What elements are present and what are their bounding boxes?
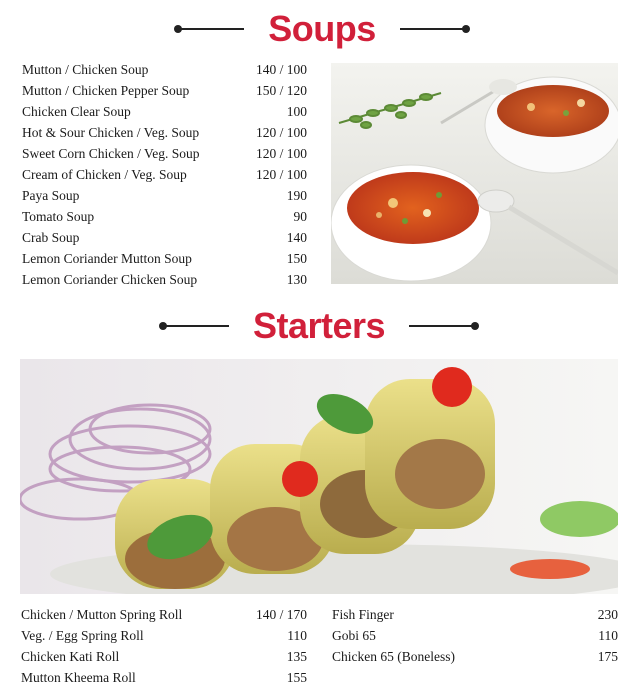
menu-item-price: 130 <box>286 272 307 287</box>
menu-item <box>21 625 307 646</box>
menu-item <box>22 227 307 248</box>
menu-item <box>22 101 307 122</box>
menu-item <box>22 206 307 227</box>
menu-item-price: 190 <box>286 188 307 203</box>
menu-item <box>21 667 307 688</box>
menu-item-price: 155 <box>286 670 307 685</box>
menu-item-price: 90 <box>293 209 307 224</box>
menu-item <box>22 248 307 269</box>
menu-item-price: 230 <box>597 607 618 622</box>
menu-item-name: Lemon Coriander Mutton Soup <box>22 251 192 266</box>
menu-item-price: 140 <box>286 230 307 245</box>
spring-rolls-image <box>20 359 618 594</box>
starters-heading <box>0 305 641 347</box>
menu-item <box>332 604 618 625</box>
menu-item <box>22 164 307 185</box>
menu-item-name: Chicken 65 (Boneless) <box>332 649 455 664</box>
menu-item-price: 140 / 100 <box>255 62 307 77</box>
divider-left <box>161 325 229 327</box>
menu-item-name: Cream of Chicken / Veg. Soup <box>22 167 187 182</box>
menu-item-price: 110 <box>598 628 618 643</box>
menu-item-name: Chicken / Mutton Spring Roll <box>21 607 183 622</box>
menu-item-name: Paya Soup <box>22 188 80 203</box>
menu-item <box>21 604 307 625</box>
menu-item-name: Hot & Sour Chicken / Veg. Soup <box>22 125 200 140</box>
menu-item-name: Mutton / Chicken Soup <box>22 62 149 77</box>
menu-item <box>22 143 307 164</box>
menu-item-name: Chicken Kati Roll <box>21 649 120 664</box>
divider-right <box>400 28 468 30</box>
menu-item-name: Mutton Kheema Roll <box>21 670 136 685</box>
menu-item-name: Tomato Soup <box>22 209 95 224</box>
soups-heading <box>0 8 644 50</box>
menu-item-price: 150 <box>286 251 307 266</box>
menu-item-name: Gobi 65 <box>332 628 376 643</box>
menu-item-name: Chicken Clear Soup <box>22 104 131 119</box>
menu-item-price: 150 / 120 <box>255 83 307 98</box>
soups-list <box>22 59 307 290</box>
menu-item <box>332 646 618 667</box>
menu-item-price: 100 <box>286 104 307 119</box>
menu-item <box>21 646 307 667</box>
divider-left <box>176 28 244 30</box>
starters-photo <box>20 359 618 594</box>
menu-item <box>22 122 307 143</box>
menu-item <box>22 80 307 101</box>
starters-list-left <box>21 604 307 688</box>
soup-photo <box>331 63 618 284</box>
menu-item-name: Sweet Corn Chicken / Veg. Soup <box>22 146 200 161</box>
menu-item <box>22 185 307 206</box>
menu-item-price: 120 / 100 <box>255 167 307 182</box>
menu-item-price: 120 / 100 <box>255 146 307 161</box>
menu-item-price: 135 <box>286 649 307 664</box>
menu-item-price: 175 <box>597 649 618 664</box>
starters-title: Starters <box>252 305 386 346</box>
menu-item-name: Lemon Coriander Chicken Soup <box>22 272 198 287</box>
menu-item-name: Mutton / Chicken Pepper Soup <box>22 83 190 98</box>
soup-bowls-image <box>331 63 618 284</box>
menu-item-name: Veg. / Egg Spring Roll <box>21 628 144 643</box>
soups-title: Soups <box>268 8 376 49</box>
menu-item <box>22 269 307 290</box>
menu-item-price: 140 / 170 <box>255 607 307 622</box>
menu-item-name: Fish Finger <box>332 607 394 622</box>
menu-item-price: 120 / 100 <box>255 125 307 140</box>
menu-item <box>332 625 618 646</box>
menu-item-price: 110 <box>287 628 307 643</box>
menu-item <box>22 59 307 80</box>
divider-right <box>409 325 477 327</box>
starters-list-right <box>332 604 618 667</box>
menu-item-name: Crab Soup <box>22 230 80 245</box>
